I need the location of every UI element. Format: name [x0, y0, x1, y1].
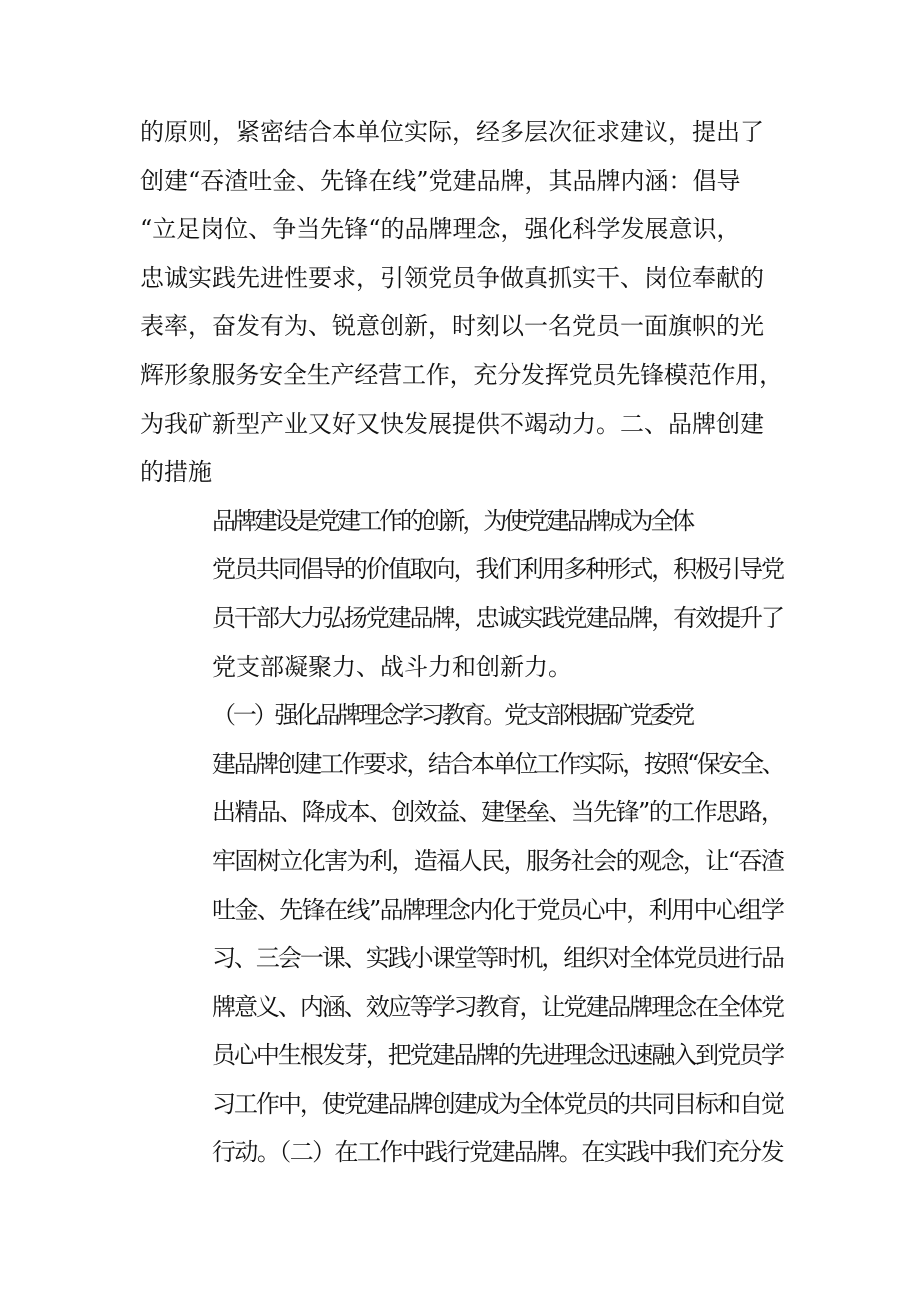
text-line: 员心中生根发芽，把党建品牌的先进理念迅速融入到党员学 — [212, 1041, 783, 1070]
text-line: 辉形象服务安全生产经营工作，充分发挥党员先锋模范作用， — [140, 360, 783, 389]
text-line: 创建“吞渣吐金、先锋在线”党建品牌，其品牌内涵：倡导 — [140, 166, 741, 195]
text-line: 的原则，紧密结合本单位实际，经多层次征求建议，提出了 — [140, 118, 764, 146]
text-line: 习、三会一课、实践小课堂等时机，组织对全体党员进行品 — [212, 944, 783, 973]
text-line: 牢固树立化害为利，造福人民，服务社会的观念，让“吞渣 — [212, 846, 784, 875]
text-line: 的措施 — [140, 458, 212, 487]
text-line: 出精品、降成本、创效益、建堡垒、当先锋”的工作思路， — [212, 798, 784, 827]
text-line: 行动。（二）在工作中践行党建品牌。在实践中我们充分发 — [212, 1138, 783, 1167]
text-line: 员干部大力弘扬党建品牌，忠诚实践党建品牌，有效提升了 — [212, 603, 783, 632]
paragraph — [140, 497, 783, 691]
text-line: 建品牌创建工作要求，结合本单位工作实际，按照“保安全、 — [212, 749, 784, 778]
paragraph — [140, 691, 783, 1177]
text-line: 为我矿新型产业又好又快发展提供不竭动力。二、品牌创建 — [140, 409, 764, 438]
text-line: 党员共同倡导的价值取向，我们利用多种形式，积极引导党 — [212, 555, 783, 584]
text-line: 党支部凝聚力、战斗力和创新力。 — [212, 652, 572, 681]
text-line: 吐金、先锋在线”品牌理念内化于党员心中，利用中心组学 — [212, 895, 784, 924]
text-line: “立足岗位、争当先锋“的品牌理念，强化科学发展意识， — [140, 215, 741, 244]
text-line: 忠诚实践先进性要求，引领党员争做真抓实干、岗位奉献的 — [140, 263, 764, 292]
text-line: 表率，奋发有为、锐意创新，时刻以一名党员一面旗帜的光 — [140, 312, 764, 341]
text-line: 牌意义、内涵、效应等学习教育，让党建品牌理念在全体党 — [212, 992, 783, 1021]
text-line: （一）强化品牌理念学习教育。党支部根据矿党委党 — [212, 701, 692, 730]
text-line: 习工作中，使党建品牌创建成为全体党员的共同目标和自觉 — [212, 1089, 783, 1118]
paragraph — [140, 108, 783, 497]
document-body — [140, 108, 783, 1177]
text-line: 品牌建设是党建工作的创新，为使党建品牌成为全体 — [212, 506, 692, 535]
